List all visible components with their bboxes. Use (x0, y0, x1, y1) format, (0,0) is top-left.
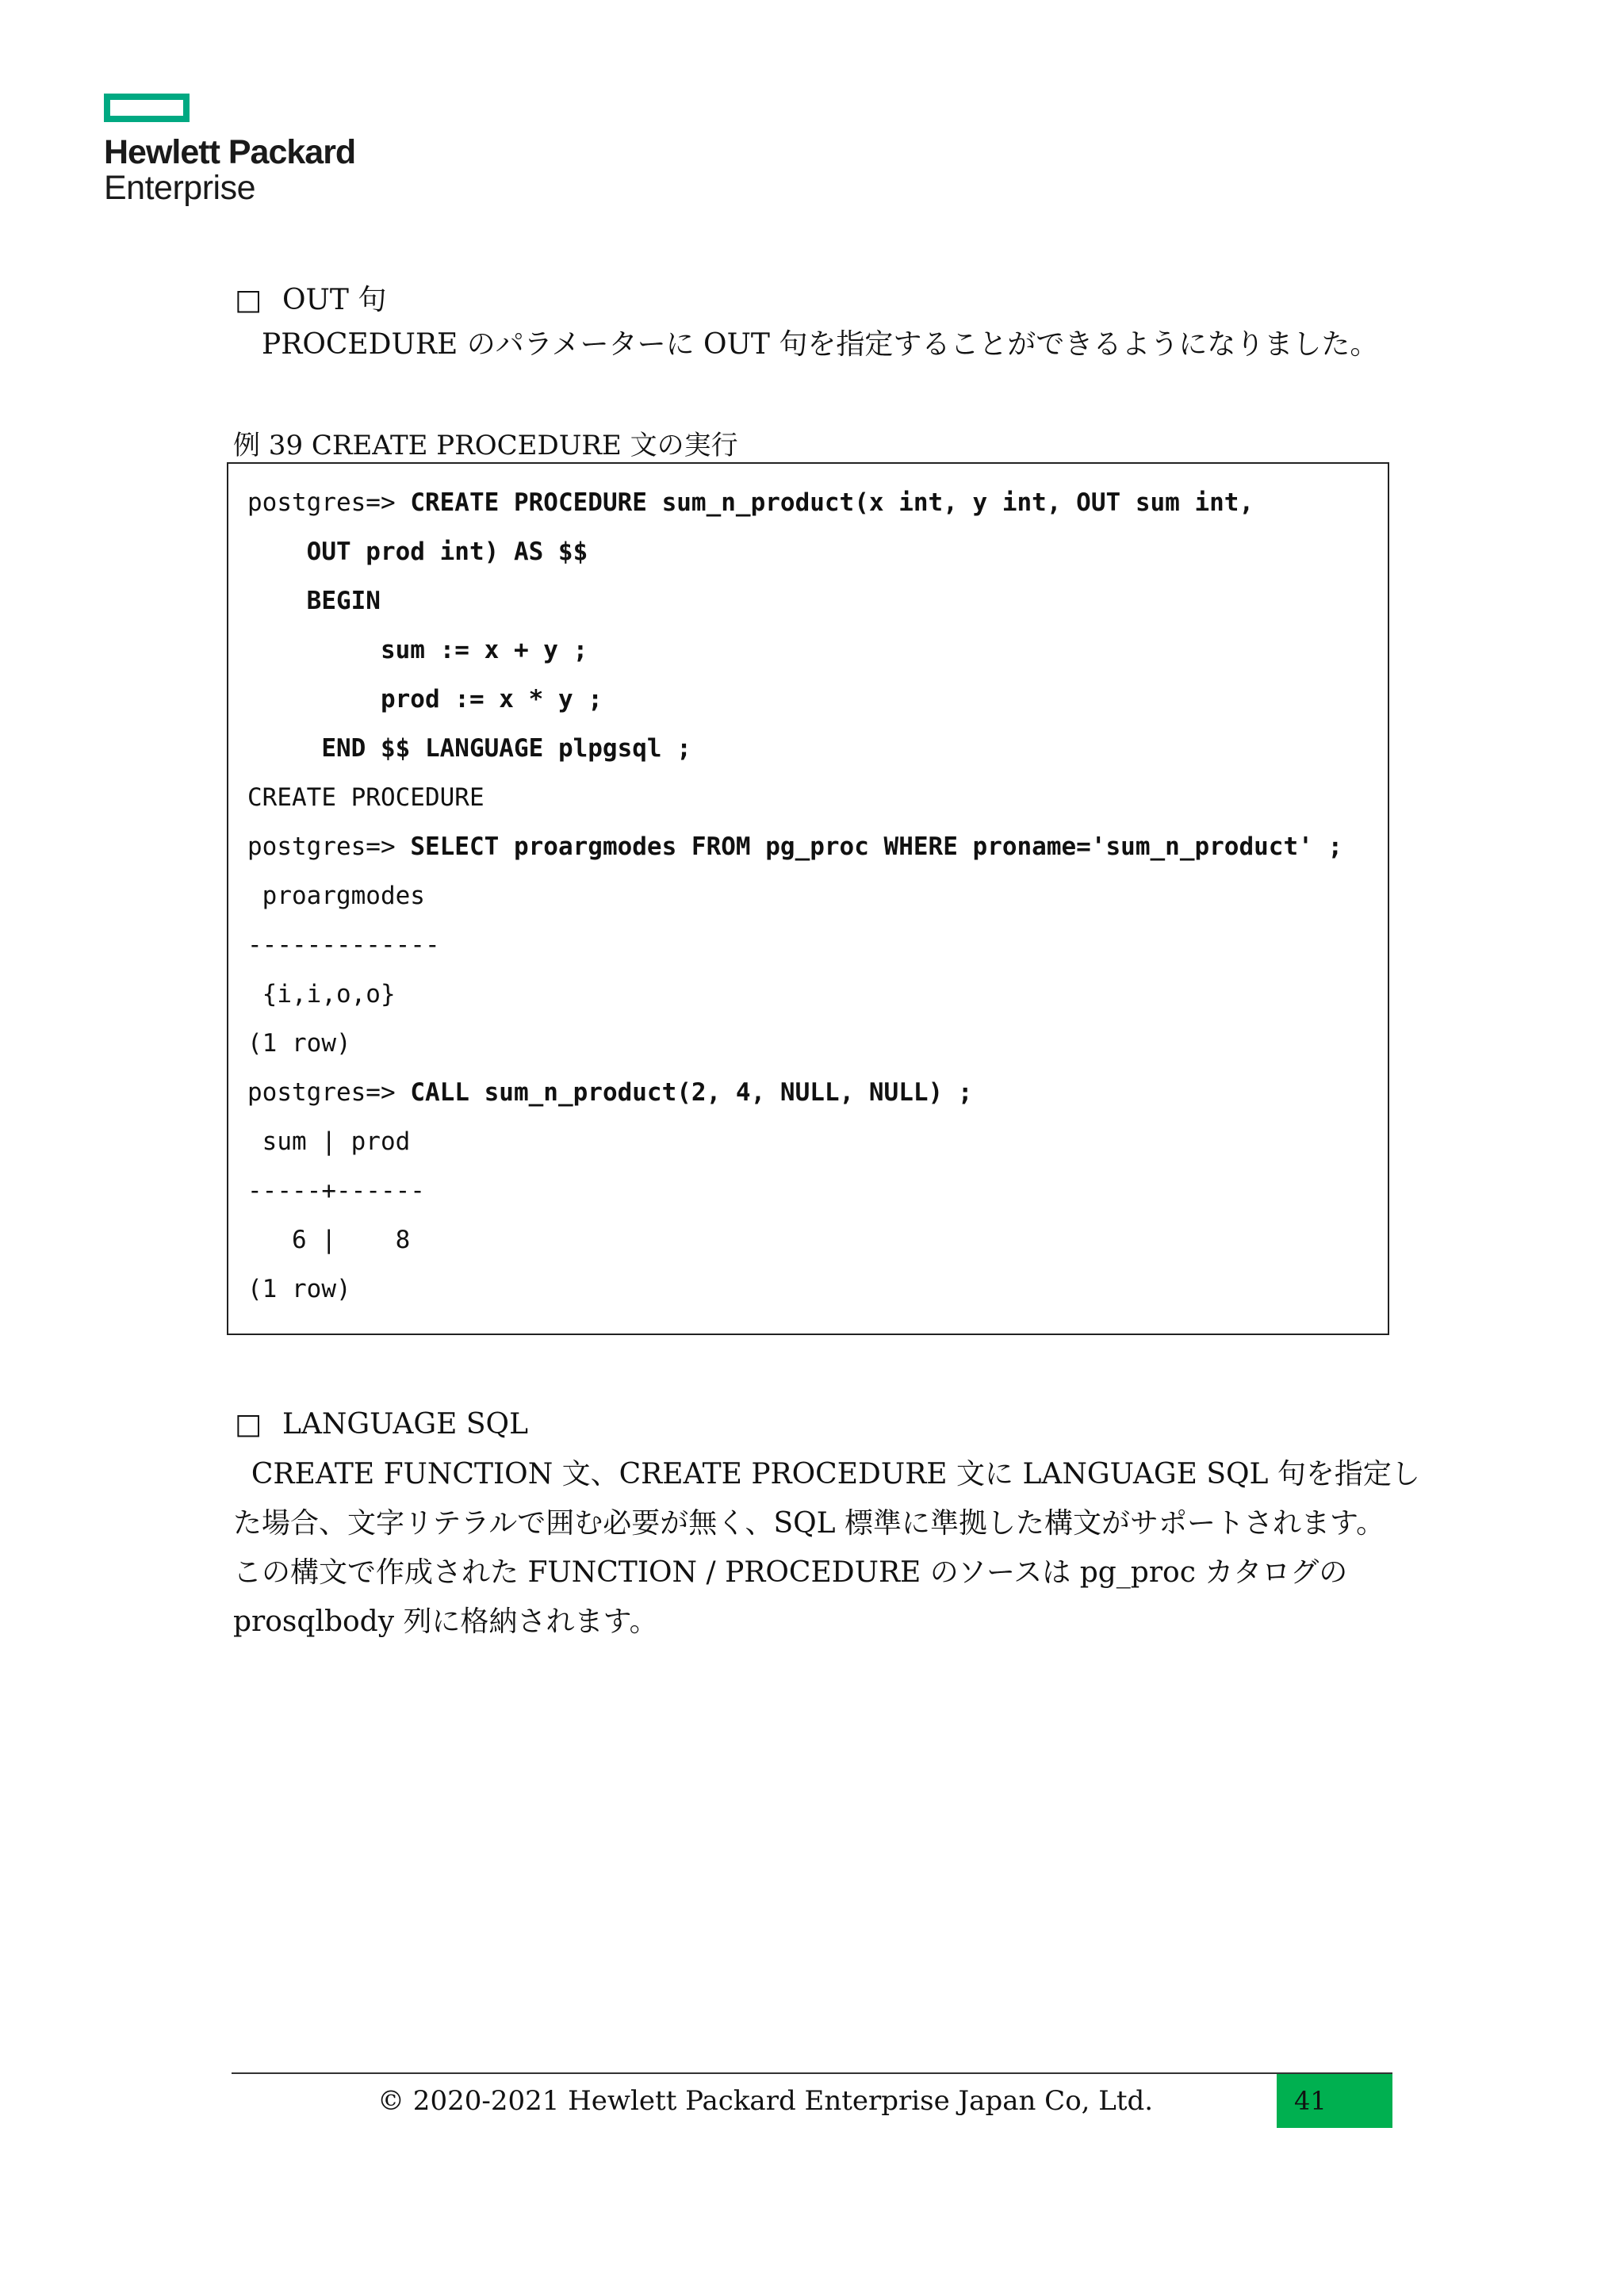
section-heading-language-sql (235, 1408, 528, 1441)
code-line (247, 1265, 1342, 1314)
code-prompt: (1 row) (247, 1275, 351, 1303)
code-line (247, 1019, 1342, 1068)
code-prompt: proargmodes (247, 882, 425, 910)
code-prompt (247, 636, 381, 664)
code-command: CALL sum_n_product(2, 4, NULL, NULL) ; (410, 1078, 973, 1107)
code-command: prod := x * y ; (380, 685, 603, 714)
code-command: sum := x + y ; (380, 636, 588, 664)
code-prompt: postgres=> (247, 832, 411, 861)
hpe-element-logo-icon (104, 94, 190, 122)
code-command: SELECT proargmodes FROM pg_proc WHERE proname='sum_n_product' ; (410, 832, 1343, 861)
code-prompt (247, 685, 381, 714)
code-line (247, 478, 1342, 527)
section-body-out: PROCEDURE のパラメーターに OUT 句を指定することができるようになりました。 (262, 328, 1379, 361)
code-line (247, 1215, 1342, 1265)
code-line (247, 527, 1342, 576)
code-line (247, 626, 1342, 675)
code-line (247, 1068, 1342, 1117)
section-title: LANGUAGE SQL (282, 1408, 528, 1441)
code-prompt (247, 587, 307, 615)
code-prompt: {i,i,o,o} (247, 980, 396, 1008)
checkbox-square-icon: □ (235, 284, 262, 316)
example-caption: 例 39 CREATE PROCEDURE 文の実行 (233, 430, 738, 461)
code-prompt: ------------- (247, 931, 440, 959)
section-heading-out (235, 277, 386, 318)
code-prompt: CREATE PROCEDURE (247, 783, 485, 812)
code-prompt (247, 734, 321, 763)
code-line (247, 970, 1342, 1019)
body-line: た場合、文字リテラルで囲む必要が無く、SQL 標準に準拠した構文がサポートされます。 (233, 1507, 1385, 1540)
code-line (247, 675, 1342, 724)
logo-text-line2: Enterprise (104, 169, 255, 207)
section-title: OUT 句 (282, 284, 387, 316)
logo-text-line1: Hewlett Packard (104, 133, 356, 171)
footer-copyright: © 2020-2021 Hewlett Packard Enterprise Japan Co, Ltd. (377, 2085, 1154, 2117)
code-prompt: sum | prod (247, 1127, 411, 1156)
page-number-badge: 41 (1277, 2074, 1392, 2128)
code-line (247, 576, 1342, 626)
footer-divider (232, 2072, 1392, 2074)
body-line: prosqlbody 列に格納されます。 (233, 1605, 658, 1638)
code-line (247, 871, 1342, 920)
code-listing (247, 478, 1342, 1314)
code-line (247, 1166, 1342, 1215)
code-prompt: -----+------ (247, 1177, 425, 1205)
code-line (247, 724, 1342, 773)
body-line: CREATE FUNCTION 文、CREATE PROCEDURE 文に LANGUAGE SQL 句を指定し (233, 1458, 1420, 1490)
code-line (247, 920, 1342, 970)
code-line (247, 822, 1342, 871)
code-command: BEGIN (306, 587, 381, 615)
code-prompt: postgres=> (247, 1078, 411, 1107)
code-command: OUT prod int) AS $$ (306, 538, 588, 566)
code-command: END $$ LANGUAGE plpgsql ; (321, 734, 691, 763)
checkbox-square-icon: □ (235, 1408, 262, 1441)
code-example-box (227, 462, 1389, 1335)
code-prompt: 6 | 8 (247, 1226, 411, 1254)
section-body-language-sql (233, 1450, 1420, 1647)
body-line: この構文で作成された FUNCTION / PROCEDURE のソースは pg_proc カタログの (233, 1556, 1348, 1589)
code-command: CREATE PROCEDURE sum_n_product(x int, y int, OUT sum int, (410, 488, 1254, 517)
code-line (247, 1117, 1342, 1166)
code-line (247, 773, 1342, 822)
code-prompt: (1 row) (247, 1029, 351, 1058)
code-prompt: postgres=> (247, 488, 411, 517)
code-prompt (247, 538, 307, 566)
